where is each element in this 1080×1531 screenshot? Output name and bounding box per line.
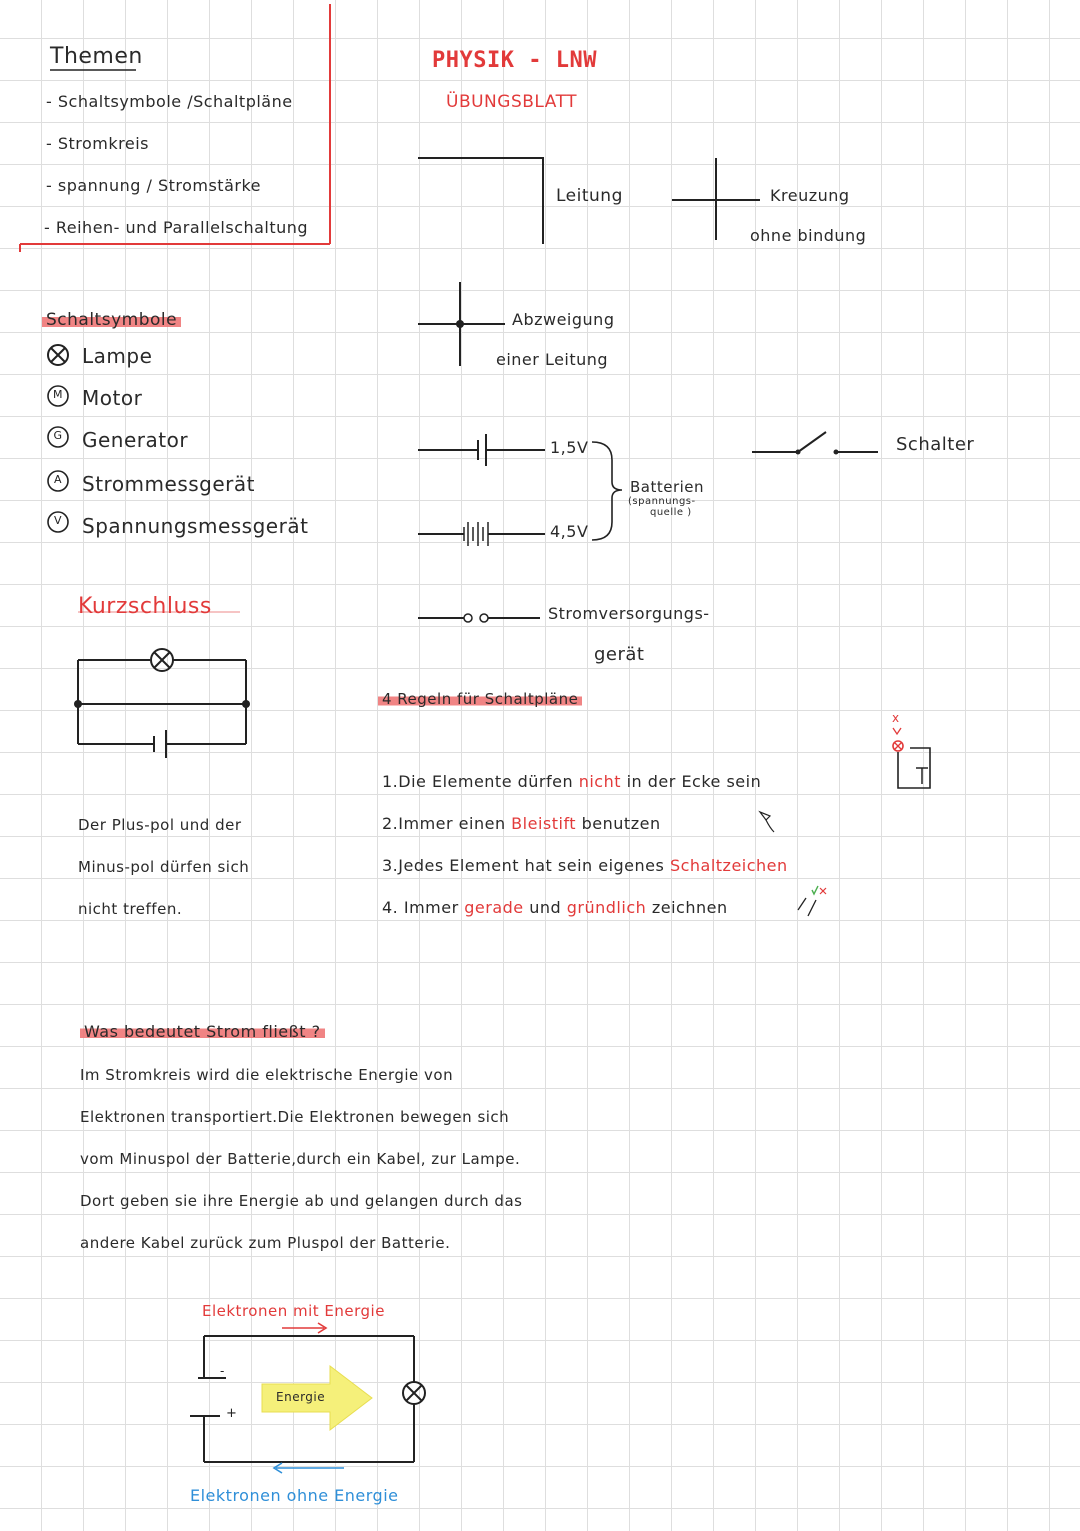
- page-subtitle: ÜBUNGSBLATT: [446, 92, 578, 112]
- stromversorgung-label-2: gerät: [594, 644, 645, 665]
- kurzschluss-text: Der Plus-pol und der: [78, 816, 242, 834]
- rule-1: 1.Die Elemente dürfen nicht in der Ecke sein: [382, 772, 762, 791]
- regeln-heading: 4 Regeln für Schaltpläne: [378, 690, 582, 708]
- schalter-label: Schalter: [896, 434, 975, 455]
- symbol-label-motor: Motor: [82, 386, 143, 410]
- leitung-label: Leitung: [556, 186, 623, 206]
- ammeter-icon-letter: A: [53, 473, 63, 486]
- kurzschluss-heading: Kurzschluss: [78, 594, 212, 619]
- themen-item: - Stromkreis: [46, 134, 150, 153]
- diagram-label-bottom: Elektronen ohne Energie: [190, 1486, 399, 1505]
- strom-text-line: Im Stromkreis wird die elektrische Energie von: [80, 1066, 454, 1084]
- kurzschluss-text: nicht treffen.: [78, 900, 183, 918]
- themen-item: - Schaltsymbole /Schaltpläne: [46, 92, 293, 111]
- schaltsymbole-heading: Schaltsymbole: [42, 310, 181, 330]
- symbol-label-spannungsmessgeraet: Spannungsmessgerät: [82, 514, 309, 538]
- motor-icon-letter: M: [53, 388, 63, 401]
- battery-1-5v-label: 1,5V: [550, 438, 589, 457]
- batterien-label-3: quelle ): [650, 507, 692, 518]
- symbol-label-lampe: Lampe: [82, 344, 153, 368]
- strom-text-line: vom Minuspol der Batterie,durch ein Kabel, zur Lampe.: [80, 1150, 521, 1168]
- abzweigung-label: Abzweigung: [512, 310, 615, 329]
- themen-item: - Reihen- und Parallelschaltung: [44, 218, 309, 237]
- symbol-label-strommessgeraet: Strommessgerät: [82, 472, 255, 496]
- kurzschluss-text: Minus-pol dürfen sich: [78, 858, 250, 876]
- voltmeter-icon-letter: V: [53, 514, 63, 527]
- svg-text:x: x: [892, 711, 900, 725]
- strom-text-line: andere Kabel zurück zum Pluspol der Batterie.: [80, 1234, 451, 1252]
- page-title: PHYSIK - LNW: [432, 48, 597, 73]
- generator-icon-letter: G: [53, 429, 63, 442]
- minus-sign: -: [220, 1364, 225, 1378]
- kreuzung-label: Kreuzung: [770, 186, 850, 205]
- plus-sign: +: [226, 1406, 238, 1421]
- kreuzung-label-2: ohne bindung: [750, 226, 867, 245]
- rule-2: 2.Immer einen Bleistift benutzen: [382, 814, 661, 833]
- batterien-label: Batterien: [630, 478, 705, 496]
- strom-heading: Was bedeutet Strom fließt ?: [80, 1022, 325, 1041]
- energy-arrow-label: Energie: [276, 1390, 326, 1404]
- batterien-label-2: (spannungs-: [628, 496, 696, 507]
- strom-text-line: Dort geben sie ihre Energie ab und gelangen durch das: [80, 1192, 523, 1210]
- diagram-label-top: Elektronen mit Energie: [202, 1302, 385, 1320]
- themen-item: - spannung / Stromstärke: [46, 176, 261, 195]
- symbol-label-generator: Generator: [82, 428, 189, 452]
- abzweigung-label-2: einer Leitung: [496, 350, 609, 369]
- themen-heading: Themen: [50, 44, 143, 69]
- stromversorgung-label: Stromversorgungs-: [548, 604, 710, 623]
- strom-text-line: Elektronen transportiert.Die Elektronen bewegen sich: [80, 1108, 510, 1126]
- rule-3: 3.Jedes Element hat sein eigenes Schaltzeichen: [382, 856, 788, 875]
- battery-4-5v-label: 4,5V: [550, 522, 589, 541]
- rule-4: 4. Immer gerade und gründlich zeichnen: [382, 898, 728, 917]
